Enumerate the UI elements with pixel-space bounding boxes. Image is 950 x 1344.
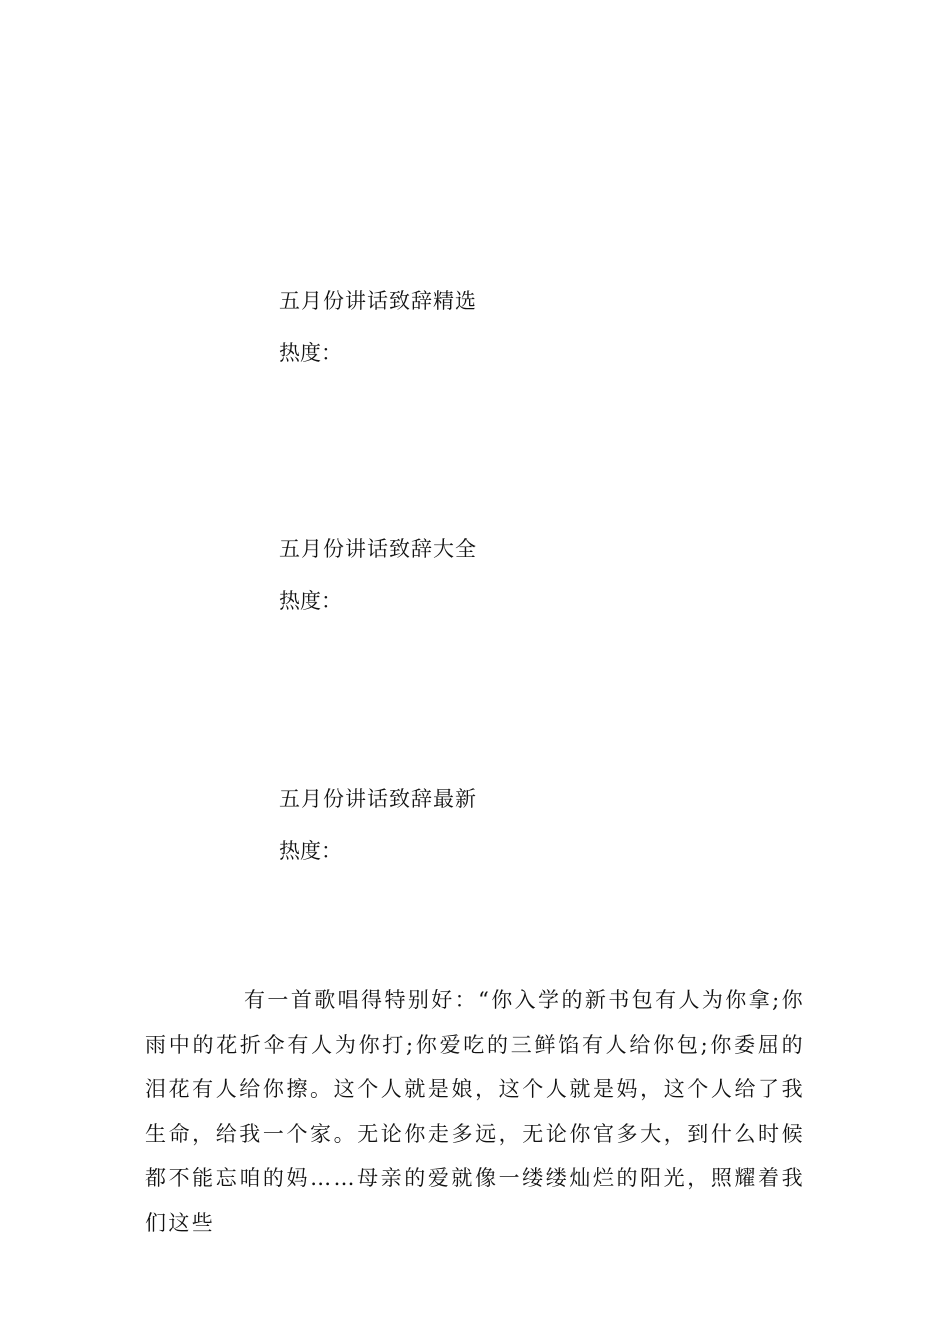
body-paragraph: 有一首歌唱得特别好：“你入学的新书包有人为你拿;你雨中的花折伞有人为你打;你爱吃的三鲜馅有人给你包;你委屈的泪花有人给你擦。这个人就是娘，这个人就是妈，这个人给了我生命，给我一个家。无论你走多远，无论你官多大，到什么时候都不能忘咱的妈……母亲的爱就像一缕缕灿烂的阳光，照耀着我们这些 (145, 988, 805, 1235)
entry-title[interactable]: 五月份讲话致辞大全 (279, 537, 477, 561)
entry-title[interactable]: 五月份讲话致辞精选 (279, 289, 477, 313)
entry-title[interactable]: 五月份讲话致辞最新 (279, 787, 477, 811)
heat-label: 热度： (279, 589, 342, 613)
entry-block (279, 286, 477, 368)
heat-label: 热度： (279, 839, 342, 863)
heat-label: 热度： (279, 341, 342, 365)
entry-block (279, 534, 477, 616)
entry-block (279, 784, 477, 866)
